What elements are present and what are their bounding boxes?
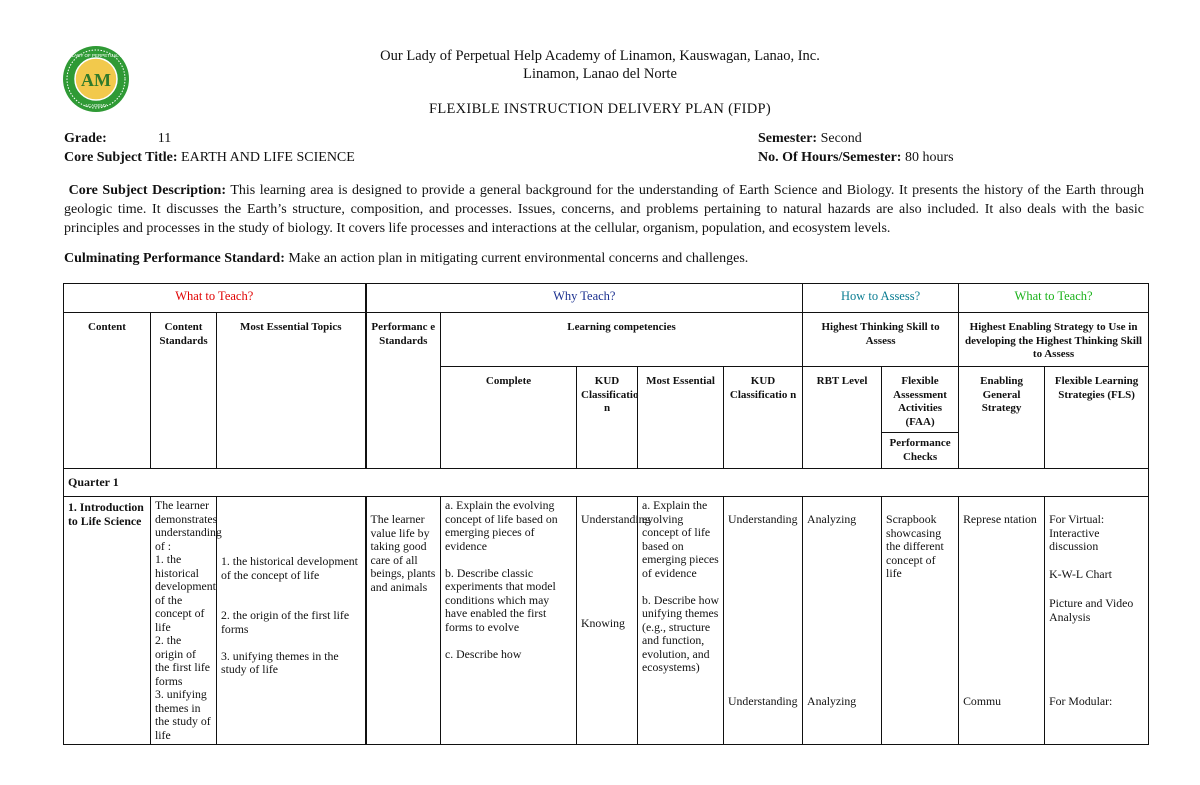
cell-content-standards: The learner demonstrates understanding of : 1. the historical development of the concept of life 2. the origin of the first life forms 3. unifying themes in the study of life xyxy=(151,497,217,745)
hours-value: 80 hours xyxy=(904,150,954,165)
grade-row xyxy=(64,131,171,147)
quarter-label: Quarter 1 xyxy=(64,469,1149,497)
grade-value: 11 xyxy=(157,131,172,146)
kud-value-1: Understanding xyxy=(581,512,651,526)
cell-enabling-general-strategy xyxy=(959,497,1045,745)
cell-most-essential: a. Explain the evolving concept of life based on emerging pieces of evidence b. Describe how unifying themes (e.g., structure and function, evolution, and ecosystems) xyxy=(638,497,724,745)
rbt-value-1: Analyzing xyxy=(807,512,857,526)
header-row-1 xyxy=(64,313,1149,367)
header-rbt-level: RBT Level xyxy=(803,367,882,469)
header-kud-classification-2: KUD Classificatio n xyxy=(724,367,803,469)
cell-rbt-level xyxy=(803,497,882,745)
header-learning-competencies: Learning competencies xyxy=(441,313,803,367)
cell-performance-standards: The learner value life by taking good care of all beings, plants and animals xyxy=(366,497,441,745)
semester-row xyxy=(758,131,862,147)
semester-value: Second xyxy=(820,131,862,146)
header-performance-standards: Performanc e Standards xyxy=(366,313,441,469)
header-content: Content xyxy=(64,313,151,469)
kud-me-value-1: Understanding xyxy=(728,512,798,526)
header-kud-classification: KUD Classificatio n xyxy=(577,367,638,469)
fls-value-5: For Modular: xyxy=(1049,694,1113,708)
fls-value-2: Interactive discussion xyxy=(1049,525,1100,553)
cell-complete: a. Explain the evolving concept of life based on emerging pieces of evidence b. Describe classic experiments that model conditions which may have enabled the first forms to evolve c. Describe how xyxy=(441,497,577,745)
subject-label: Core Subject Title: xyxy=(64,150,178,165)
quarter-row xyxy=(64,469,1149,497)
category-why-teach: Why Teach? xyxy=(366,284,803,313)
header-most-essential: Most Essential xyxy=(638,367,724,469)
table-row xyxy=(64,497,1149,745)
cell-kud-classification xyxy=(577,497,651,745)
header-faa: Flexible Assessment Activities (FAA) xyxy=(882,367,959,433)
subject-description xyxy=(64,181,1144,238)
cell-kud-classification-me xyxy=(724,497,803,745)
header-fls: Flexible Learning Strategies (FLS) xyxy=(1045,367,1149,469)
school-address: Linamon, Lanao del Norte xyxy=(523,66,677,82)
fidp-table xyxy=(63,283,1149,745)
svg-text:AM: AM xyxy=(81,70,111,90)
culminating-label: Culminating Performance Standard: xyxy=(64,251,285,266)
header-performance-checks: Performance Checks xyxy=(882,433,959,469)
subject-value: EARTH AND LIFE SCIENCE xyxy=(181,150,355,165)
svg-text:OUR LADY OF PERPETUAL HELP: OUR LADY OF PERPETUAL HELP xyxy=(62,53,130,58)
kud-me-value-2: Understanding xyxy=(728,694,798,708)
culminating-standard xyxy=(64,251,1144,267)
header-complete: Complete xyxy=(441,367,577,469)
svg-text:ACADEMY: ACADEMY xyxy=(84,103,108,108)
culminating-text: Make an action plan in mitigating current environmental concerns and challenges. xyxy=(288,251,749,266)
category-how-to-assess: How to Assess? xyxy=(803,284,959,313)
header-highest-thinking-skill: Highest Thinking Skill to Assess xyxy=(803,313,959,367)
cell-fls xyxy=(1045,497,1149,745)
cell-most-essential-topics: 1. the historical development of the concept of life 2. the origin of the first life forms 3. unifying themes in the study of life xyxy=(217,497,366,745)
category-what-to-teach-2: What to Teach? xyxy=(959,284,1149,313)
cell-content: 1. Introduction to Life Science xyxy=(64,497,151,745)
header-most-essential-topics: Most Essential Topics xyxy=(217,313,366,469)
egs-value-2: Commu xyxy=(963,694,1002,708)
cell-faa: Scrapbook showcasing the different concept of life xyxy=(882,497,959,745)
kud-value-2: Knowing xyxy=(581,616,625,630)
grade-label: Grade: xyxy=(64,131,107,146)
egs-value-1: Represe ntation xyxy=(963,512,1037,526)
document-title: FLEXIBLE INSTRUCTION DELIVERY PLAN (FIDP) xyxy=(428,101,772,117)
rbt-value-2: Analyzing xyxy=(807,694,857,708)
fls-value-1: For Virtual: xyxy=(1049,512,1105,526)
header-content-standards: Content Standards xyxy=(151,313,217,469)
category-what-to-teach: What to Teach? xyxy=(64,284,366,313)
header-highest-enabling-strategy: Highest Enabling Strategy to Use in developing the Highest Thinking Skill to Assess xyxy=(959,313,1149,367)
school-name: Our Lady of Perpetual Help Academy of Linamon, Kauswagan, Lanao, Inc. xyxy=(380,48,820,64)
description-label: Core Subject Description: xyxy=(68,183,226,198)
category-row xyxy=(64,284,1149,313)
subject-row xyxy=(64,150,355,166)
fls-value-3: K-W-L Chart xyxy=(1049,566,1112,581)
hours-label: No. Of Hours/Semester: xyxy=(758,150,902,165)
hours-row xyxy=(758,150,954,166)
fls-value-4: Picture and Video Analysis xyxy=(1049,596,1134,624)
header-enabling-general-strategy: Enabling General Strategy xyxy=(959,367,1045,469)
semester-label: Semester: xyxy=(758,131,818,146)
description-text: This learning area is designed to provide a general background for the understanding of Earth Science and Biology. It presents the history of the Earth through geologic time. It discusses the Earth’s structure, composition, and processes. Issues, concerns, and problems pertaining to natural hazards are also included. It also deals with the basic principles and processes in the study of biology. It covers life processes and interactions at the cellular, organism, population, and ecosystem levels. xyxy=(64,183,1145,236)
